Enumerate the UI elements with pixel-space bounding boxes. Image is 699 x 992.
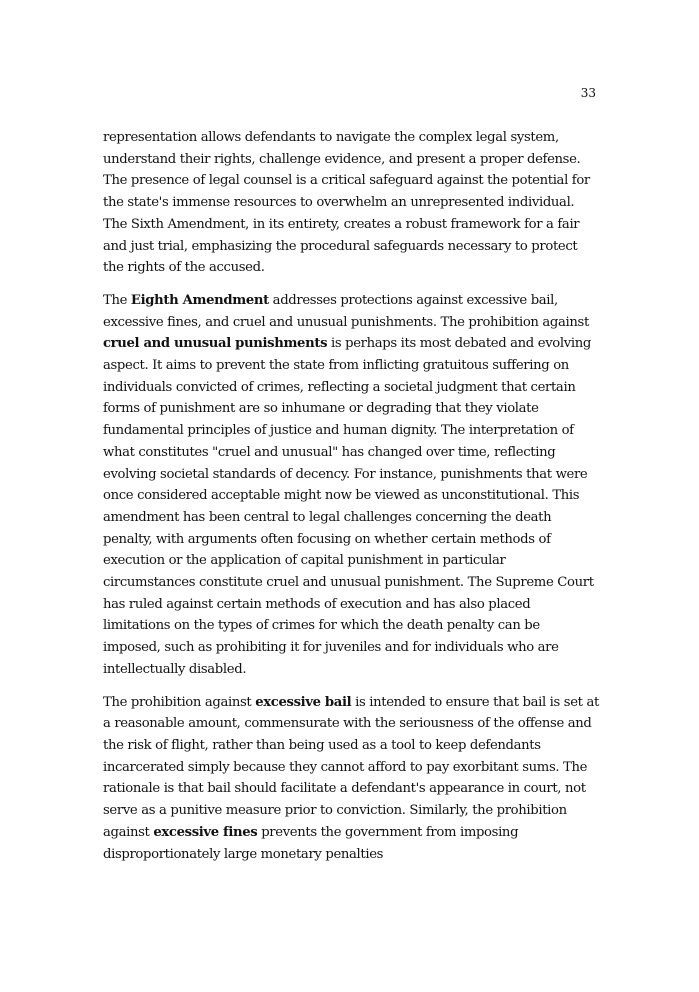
text-segment: The (103, 292, 131, 308)
text-segment: addresses protections against excessive bail, excessive fines, and cruel and unusual punishments. The prohibition against (103, 292, 589, 330)
paragraph-sixth-amendment-conclusion (103, 127, 599, 279)
body-text (103, 127, 599, 865)
bold-term-eighth-amendment: Eighth Amendment (130, 292, 269, 308)
paragraph-excessive-bail (103, 692, 599, 866)
page-number: 33 (580, 86, 596, 100)
bold-term-excessive-fines: excessive fines (153, 824, 258, 840)
paragraph-eighth-amendment (103, 290, 599, 681)
text-segment: representation allows defendants to navigate the complex legal system, understand their rights, challenge evidence, and present a proper defense. The presence of legal counsel is a critical safeguard against the potential for the state's immense resources to overwhelm an unrepresented individual. The Sixth Amendment, in its entirety, creates a robust framework for a fair and just trial, emphasizing the procedural safeguards necessary to protect the rights of the accused. (103, 130, 590, 276)
text-segment: is perhaps its most debated and evolving aspect. It aims to prevent the state from inflicting gratuitous suffering on individuals convicted of crimes, reflecting a societal judgment that certain forms of punishment are so inhumane or degrading that they violate fundamental principles of justice and human dignity. The interpretation of what constitutes "cruel and unusual" has changed over time, reflecting evolving societal standards of decency. For instance, punishments that were once considered acceptable might now be viewed as unconstitutional. This amendment has been central to legal challenges concerning the death penalty, with arguments often focusing on whether certain methods of execution or the application of capital punishment in particular circumstances constitute cruel and unusual punishment. The Supreme Court has ruled against certain methods of execution and has also placed limitations on the types of crimes for which the death penalty can be imposed, such as prohibiting it for juveniles and for individuals who are intellectually disabled. (103, 336, 594, 677)
bold-term-excessive-bail: excessive bail (255, 694, 352, 710)
text-segment: The prohibition against (103, 694, 256, 710)
text-segment: prevents the government from imposing disproportionately large monetary penalties (103, 824, 519, 862)
bold-term-cruel-unusual: cruel and unusual punishments (103, 336, 328, 352)
text-segment: is intended to ensure that bail is set at a reasonable amount, commensurate with the seriousness of the offense and the risk of flight, rather than being used as a tool to keep defendants incarcerated simply because they cannot afford to pay exorbitant sums. The rationale is that bail should facilitate a defendant's appearance in court, not serve as a punitive measure prior to conviction. Similarly, the prohibition against (103, 694, 599, 840)
